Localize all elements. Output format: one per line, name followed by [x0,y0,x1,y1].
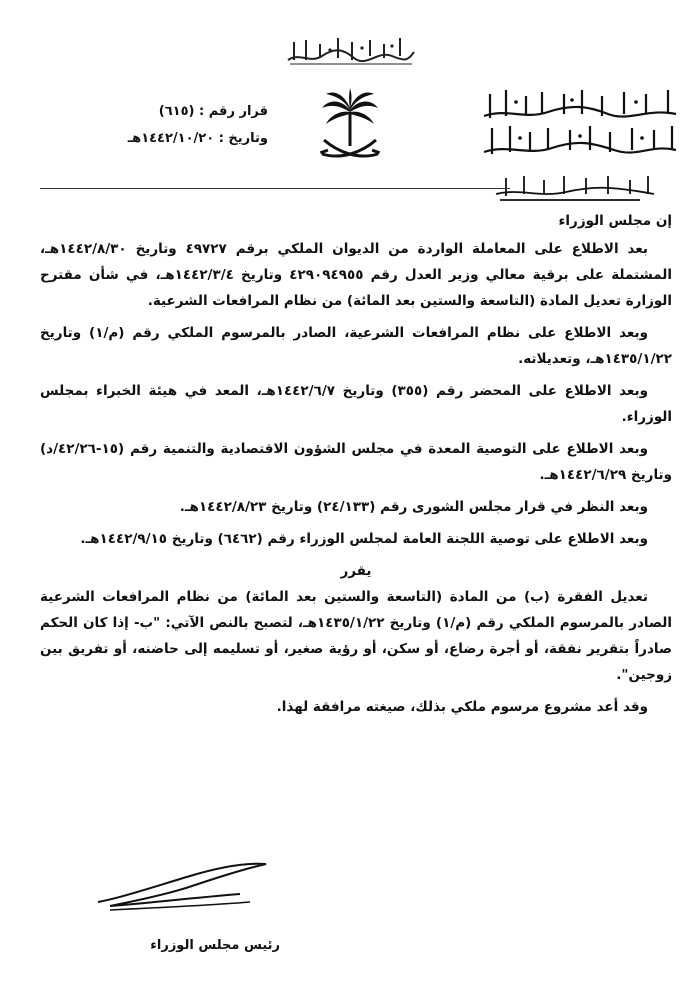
cabinet-decisions-calligraphy [490,170,660,206]
header-divider [40,188,510,189]
paragraph-4: وبعد الاطلاع على التوصية المعدة في مجلس الشؤون الاقتصادية والتنمية رقم (١٥-٤٢/٢٦/د) وتاريخ ١٤٤٢/٦/٢٩هـ. [40,441,672,483]
decision-body [40,208,672,726]
decision-meta [88,104,268,158]
paragraph-3: وبعد الاطلاع على المحضر رقم (٣٥٥) وتاريخ ١٤٤٢/٦/٧هـ، المعد في هيئة الخبراء بمجلس الوزراء. [40,383,672,425]
decision-number: قرار رقم : (٦١٥) [158,104,268,119]
palm-swords-emblem-icon [318,88,382,168]
paragraph-6: وبعد الاطلاع على توصية اللجنة العامة لمجلس الوزراء رقم (٦٤٦٢) وتاريخ ١٤٤٢/٩/١٥هـ. [80,531,648,547]
handwritten-signature-icon [90,858,280,918]
decision-date: وتاريخ : ١٤٤٢/١٠/٢٠هـ [127,131,268,146]
kingdom-calligraphy-logo [478,84,683,162]
paragraph-5: وبعد النظر في قرار مجلس الشورى رقم (٢٤/١٣٣) وتاريخ ١٤٤٢/٨/٢٣هـ. [179,499,648,515]
paragraph-1: بعد الاطلاع على المعاملة الواردة من الديوان الملكي برقم ٤٩٧٢٧ وتاريخ ١٤٤٢/٨/٣٠هـ، المشتملة على برقية معالي وزير العدل رقم ٤٢٩٠٩٤٩٥٥ وتاريخ ١٤٤٢/٣/٤هـ، في شأن مقترح الوزارة تعديل المادة (التاسعة والستين بعد المائة) من نظام المرافعات الشرعية. [40,241,672,309]
basmala-calligraphy [280,30,420,70]
opening-line: إن مجلس الوزراء [558,213,672,229]
closing-line: وقد أعد مشروع مرسوم ملكي بذلك، صيغته مرافقة لهذا. [276,699,648,715]
resolution-text: تعديل الفقرة (ب) من المادة (التاسعة والستين بعد المائة) من نظام المرافعات الشرعية الصادر بالمرسوم الملكي رقم (م/١) وتاريخ ١٤٣٥/١/٢٢هـ، لتصبح بالنص الآتي: "ب- إذا كان الحكم صادراً بتقرير نفقة، أو أجرة رضاع، أو سكن، أو رؤية صغير، أو تسليمه إلى حاضنه، أو تفريق بين زوجين". [40,589,673,683]
decides-heading: يقرر [340,563,372,579]
signer-title: رئيس مجلس الوزراء [150,938,280,953]
paragraph-2: وبعد الاطلاع على نظام المرافعات الشرعية، الصادر بالمرسوم الملكي رقم (م/١) وتاريخ ١٤٣٥/١/٢٢هـ، وتعديلاته. [40,325,672,367]
